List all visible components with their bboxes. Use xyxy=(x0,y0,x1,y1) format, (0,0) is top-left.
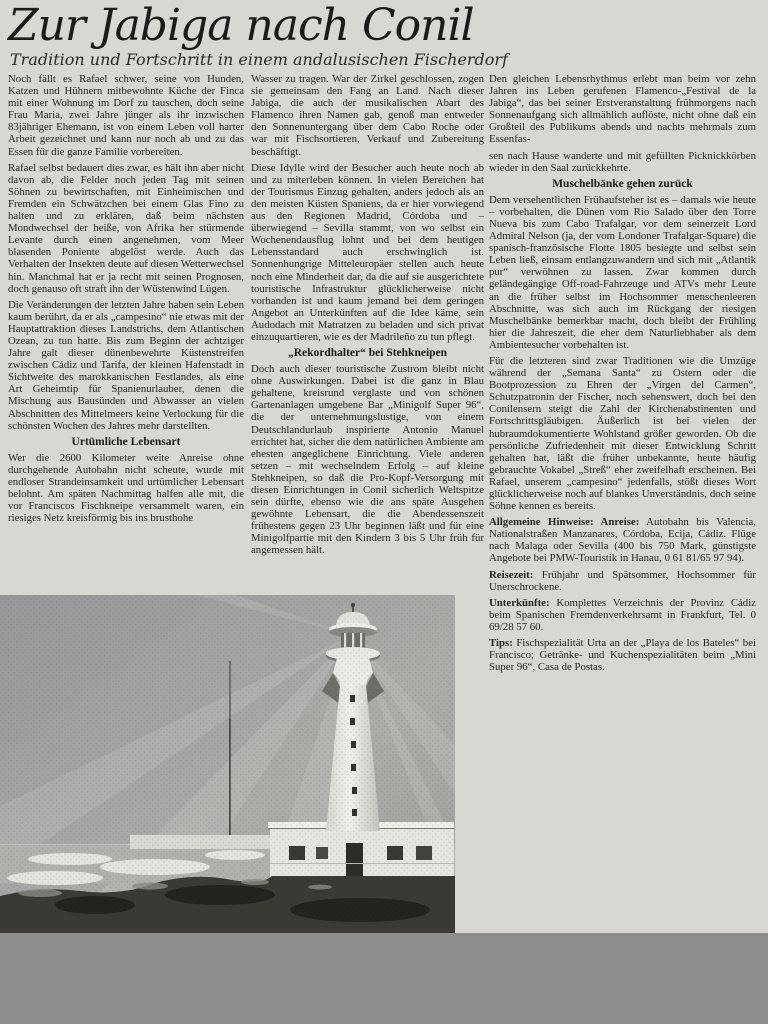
paragraph: Wer die 2600 Kilometer weite Anreise ohne durchgehende Autobahn nicht scheute, wurde mit endloser Strandeinsamkeit und urtümlicher Lebensart belohnt. Am späten Nachmittag halfen alle mit, die vor Franciscos Fischkneipe versammelt waren, ein riesiges Netz kreisförmig bis ins brusthohe xyxy=(8,451,244,525)
article-column-3 xyxy=(489,73,756,931)
paragraph: sen nach Hause wanderte und mit gefüllten Picknickkörben wieder in den Saal zurückkehrte. xyxy=(489,149,756,174)
section-heading: Muschelbänke gehen zurück xyxy=(552,177,693,190)
paragraph: Noch fällt es Rafael schwer, seine von Hunden, Katzen und Hühnern mitbewohnte Küche der Finca mit einer Wohnung im Dorf zu tauschen, doch seine Frau Maria, zwei Jahre jünger als ihr inzwischen 83jähriger Ehemann, ist von einem Leben voll harter Arbeit gezeichnet und kann nur noch ab und zu das Essen für die ganze Familie vorbereiten. xyxy=(8,73,244,158)
paragraph: Dem versehentlichen Frühaufsteher ist es – damals wie heute – vorbehalten, die Dünen vom Rio Salado über den Torre Nueva bis zum Cabo Trafalgar, vor dem seinerzeit Lord Admiral Nelson (ja, der vom Londoner Trafalgar-Square) die spanisch-französische Flotte 1805 besiegte und selbst sein Leben ließ, einsam entlangzuwandern und sich mit „Atlantik pur“ verwöhnen zu lassen. Zwar kommen durch geländegängige Off-road-Fahrzeuge und ATVs mehr Leute an die früher selbst im Hochsommer menschenleeren Abschnitte, was sich auch im Rückgang der riesigen Muschelbänke bemerkbar macht, doch bleibt der Frühling hier die Jahreszeit, die eher dem Naturliebhaber als dem Ambientesucher vorbehalten ist. xyxy=(489,193,756,351)
section-heading: „Rekordhalter“ bei Stehkneipen xyxy=(287,347,448,360)
info-lead: Allgemeine Hinweise: Anreise: xyxy=(489,516,640,529)
info-paragraph-anreise xyxy=(489,516,756,564)
info-text: Komplettes Verzeichnis der Provinz Cádiz beim Spanischen Fremdenverkehrsamt in Frankfurt, Tel. 0 69/28 57 60. xyxy=(489,596,756,633)
info-text: Frühjahr und Spätsommer, Hochsommer für Unerschrockene. xyxy=(489,568,756,593)
info-text: Fischspezialität Urta an der „Playa de los Bateles“ bei Francisco; Getränke- und Kuchenspezialitäten beim „Mini Super 96“, Casa de Postas. xyxy=(489,637,756,674)
paragraph: Den gleichen Lebensrhythmus erlebt man beim vor zehn Jahren ins Leben gerufenen Flamenco-„Festival de la Jabiga“, das bei seiner Erstveranstaltung frühmorgens nach Sonnenaufgang sich allmählich auflöste, nicht ohne daß ein Großteil des Publikums abends und nachts mehrmals zum Essenfas- xyxy=(489,73,756,146)
article-column-1 xyxy=(8,73,244,591)
info-text: Autobahn bis Valencia, Nationalstraßen Manzanares, Córdoba, Ecija, Cádiz. Flüge nach Malaga oder Sevilla (400 bis 750 Mark, günstigste Angebote bei PMW-Touristik in Hanau, 0 61 81/65 97 94). xyxy=(489,516,756,565)
info-lead: Unterkünfte: xyxy=(489,596,550,609)
page-subtitle: Tradition und Fortschritt in einem andalusischen Fischerdorf xyxy=(10,50,508,69)
info-paragraph-unterkuenfte xyxy=(489,597,756,633)
lighthouse-photo-art xyxy=(0,595,455,933)
info-paragraph-reisezeit xyxy=(489,569,756,593)
section-heading: Urtümliche Lebensart xyxy=(71,435,181,448)
info-lead: Tips: xyxy=(489,637,513,650)
page-title: Zur Jabiga nach Conil xyxy=(8,0,474,51)
paragraph: Die Veränderungen der letzten Jahre haben sein Leben kaum berührt, da er als „campesino“ nie etwas mit der Hauptattraktion dieses Landstrichs, dem Atlantischen Ozean, zu tun hatte. Bis zum Beginn der achtziger Jahre galt dieser dünenbewehrte Küstenstreifen zwischen Cádiz und Tarifa, der kleinen Hafenstadt in Sichtweite des marokkanischen Festlandes, als eine Art Geheimtip für Spanienurlauber, denen die Mischung aus Bausünden und Abwasser an vielen Abschnitten des Mittelmeers keine Verlockung für die schönsten Wochen des Jahres mehr darstellten. xyxy=(8,298,244,432)
info-paragraph-tips xyxy=(489,637,756,673)
paragraph: Für die letzteren sind zwar Traditionen wie die Umzüge während der „Semana Santa“ zu Ostern oder die Bootprozession zu Ehren der „Virgen del Carmen“, Schutzpatronin der Fischer, noch sehenswert, doch bei den Conilensern steigt die Zahl der Kirchenabstinenten und Fortschrittsgläubigen. Äußerlich ist bei vielen der hubraumdokumentierte Wohlstand größer geworden. Ob die persönliche Zufriedenheit mit dieser Entwicklung Schritt gehalten hat, läßt die früher unbekannte, heute häufig gebrauchte Vokabel „Streß“ eher zweifelhaft erscheinen. Bei Rafael, unserem „campesino“ jedenfalls, stößt dieses Wort glücklicherweise noch auf blankes Unverständnis, doch seine Söhne kennen es bereits. xyxy=(489,354,756,513)
info-lead: Reisezeit: xyxy=(489,568,534,581)
lighthouse-photo xyxy=(0,595,455,933)
paragraph: Rafael selbst bedauert dies zwar, es hält ihn aber nicht davon ab, die Felder noch jeden Tag mit seinen Söhnen zu bewirtschaften, mit Einheimischen und Fremden ein Schwätzchen bei einem Glas Fino zu halten und zu erklären, daß beim nächsten Mondwechsel der heiße, von Afrika her stürmende Levante durch einen angenehmen, vom Meer blasenden Poniente abgelöst werde. Auch das Verhalten der Insekten deute auf diesen Wetterwechsel hin. Manchmal hat er ja recht mit seinen Prognosen, doch genauso oft straft ihn der Wüstenwind Lügen. xyxy=(8,161,244,295)
halftone-overlay xyxy=(0,595,455,933)
paragraph: Wasser zu tragen. War der Zirkel geschlossen, zogen sie gemeinsam den Fang an Land. Nach dieser Jabiga, die auch der musikalischen Abart des Flamenco ihren Namen gab, genoß man entweder den Sonnenuntergang über dem Cabo Roche oder war mit Fischsortieren, Verkauf und Zubereitung beschäftigt. xyxy=(251,73,484,158)
scanner-background xyxy=(0,933,768,1024)
article-column-2 xyxy=(251,73,484,591)
paragraph: Doch auch dieser touristische Zustrom bleibt nicht ohne Auswirkungen. Dabei ist die ganz in Blau gehaltene, kreisrund verglaste und von schönen Gartenanlagen umgebene Bar „Minigolf Super 96“, die der unternehmungslustige, von einem Deutschlandurlaub inspirierte Antonio Manuel errichtet hat, sicher die dem natürlichen Ambiente am ehesten angeglichene Einrichtung. Viele anderen setzen – mit wechselndem Erfolg – auf kleine Stehkneipen, so daß die Pro-Kopf-Versorgung mit diesen Einrichtungen in Conil sicherlich Weltspitze sein dürfte, ebenso wie die ans späte Ausgehen gewöhnte Lebensart, die die Abendessenszeit frühestens gegen 23 Uhr beginnen läßt und für eine Minigolfpartie mit den Kindern 3 bis 5 Uhr früh für angemessen hält. xyxy=(251,363,484,557)
paragraph: Diese Idylle wird der Besucher auch heute noch ab und zu miterleben können. In vielen Bereichen hat der Tourismus Einzug gehalten, anders jedoch als an den meisten Küsten Spaniens, da er hier vorwiegend aus den Regionen Madrid, Córdoba und – überwiegend – Sevilla stammt, von wo selbst ein Wochenendausflug lohnt und bei dem heutigen Lebensstandard auch erschwinglich ist. Sonnenhungrige Mitteleuropäer stellen auch heute noch eine Minderheit dar, da die auf sie ausgerichtete touristische Infrastruktur glücklicherweise nicht vorhanden ist und kaum jemand bei dem geringen Angebot an Unterkünften auf die Idee käme, sein Audodach mit Matratzen zu beladen und sich privat einzuquartieren, wie es der Madrileño zu tun pflegt. xyxy=(251,161,484,343)
